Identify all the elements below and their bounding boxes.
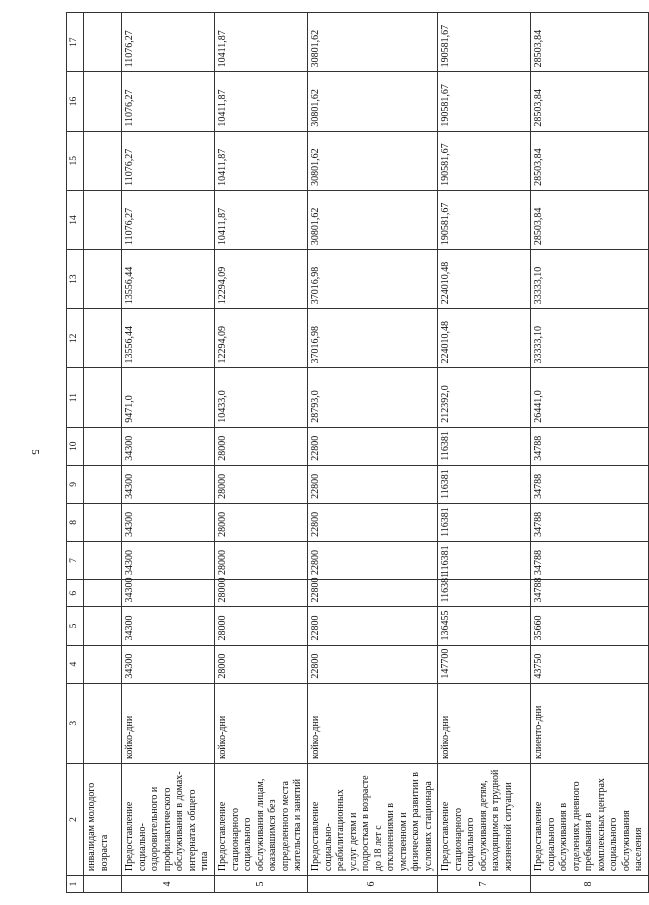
value-cell: 34300 — [122, 607, 215, 645]
value-cell: 11076,27 — [122, 72, 215, 131]
row-number: 5 — [215, 876, 308, 893]
value-cell: 147700 — [438, 645, 531, 683]
unit-cell: койко-дни — [308, 683, 438, 763]
value-cell: 28000 — [215, 579, 308, 607]
value-cell: 34788 — [531, 465, 649, 503]
value-cell: 22800 — [308, 541, 438, 579]
value-cell: 22800 — [308, 465, 438, 503]
value-cell: 30801,62 — [308, 72, 438, 131]
value-cell: 10411,87 — [215, 13, 308, 72]
table-row — [531, 13, 649, 893]
value-cell: 43750 — [531, 645, 649, 683]
value-cell: 28503,84 — [531, 72, 649, 131]
value-cell: 116381 — [438, 503, 531, 541]
value-cell — [84, 131, 122, 190]
column-header: 1 — [67, 876, 84, 893]
value-cell — [84, 645, 122, 683]
table-row — [84, 13, 122, 893]
value-cell: 22800 — [308, 607, 438, 645]
column-number-row — [67, 13, 84, 893]
value-cell — [84, 250, 122, 309]
service-name: Предоставление стационарного социального обслуживания детям, находящимся в трудной жизненной ситуации — [438, 763, 531, 875]
column-header: 10 — [67, 427, 84, 465]
value-cell: 116381 — [438, 427, 531, 465]
value-cell: 28000 — [215, 645, 308, 683]
value-cell: 116381 — [438, 579, 531, 607]
column-header: 5 — [67, 607, 84, 645]
value-cell: 28000 — [215, 465, 308, 503]
value-cell: 11076,27 — [122, 190, 215, 249]
value-cell: 33333,10 — [531, 250, 649, 309]
unit-cell: койко-дни — [215, 683, 308, 763]
unit-cell: койко-дни — [122, 683, 215, 763]
value-cell: 224010,48 — [438, 309, 531, 368]
value-cell: 190581,67 — [438, 190, 531, 249]
value-cell: 10433,0 — [215, 368, 308, 427]
value-cell: 22800 — [308, 579, 438, 607]
value-cell: 13556,44 — [122, 309, 215, 368]
column-header: 17 — [67, 13, 84, 72]
value-cell: 34300 — [122, 645, 215, 683]
column-header: 14 — [67, 190, 84, 249]
value-cell: 34300 — [122, 427, 215, 465]
value-cell — [84, 541, 122, 579]
value-cell: 10411,87 — [215, 131, 308, 190]
value-cell: 33333,10 — [531, 309, 649, 368]
value-cell: 22800 — [308, 427, 438, 465]
service-name: Предоставление стационарного социального обслуживания лицам, оказавшимся без определенного места жительства и занятий — [215, 763, 308, 875]
value-cell: 190581,67 — [438, 72, 531, 131]
value-cell: 34788 — [531, 541, 649, 579]
value-cell: 26441,0 — [531, 368, 649, 427]
value-cell — [84, 72, 122, 131]
value-cell: 37016,98 — [308, 250, 438, 309]
value-cell — [84, 13, 122, 72]
value-cell: 34300 — [122, 541, 215, 579]
data-table — [66, 12, 649, 893]
unit-cell: клиенто-дни — [531, 683, 649, 763]
column-header: 12 — [67, 309, 84, 368]
value-cell: 34300 — [122, 465, 215, 503]
value-cell: 28000 — [215, 607, 308, 645]
value-cell: 10411,87 — [215, 190, 308, 249]
value-cell: 12294,09 — [215, 309, 308, 368]
value-cell: 116381 — [438, 541, 531, 579]
value-cell: 30801,62 — [308, 13, 438, 72]
value-cell: 34300 — [122, 579, 215, 607]
value-cell: 224010,48 — [438, 250, 531, 309]
value-cell: 22800 — [308, 503, 438, 541]
value-cell: 13556,44 — [122, 250, 215, 309]
table-row — [438, 13, 531, 893]
value-cell — [84, 427, 122, 465]
value-cell: 28503,84 — [531, 13, 649, 72]
column-header: 13 — [67, 250, 84, 309]
column-header: 7 — [67, 541, 84, 579]
value-cell: 30801,62 — [308, 190, 438, 249]
service-name: Предоставление социально-реабилитационных услуг детям и подросткам в возрасте до 18 лет с отклонениями в умственном и физическом развитии в условиях стационара — [308, 763, 438, 875]
row-number — [84, 876, 122, 893]
page-number: 5 — [29, 449, 41, 455]
value-cell: 28503,84 — [531, 131, 649, 190]
column-header: 16 — [67, 72, 84, 131]
value-cell: 34788 — [531, 503, 649, 541]
value-cell: 12294,09 — [215, 250, 308, 309]
value-cell: 136455 — [438, 607, 531, 645]
row-number: 6 — [308, 876, 438, 893]
value-cell — [84, 465, 122, 503]
value-cell — [84, 368, 122, 427]
value-cell: 28000 — [215, 503, 308, 541]
value-cell — [84, 503, 122, 541]
column-header: 11 — [67, 368, 84, 427]
table-row — [122, 13, 215, 893]
value-cell: 28503,84 — [531, 190, 649, 249]
column-header: 6 — [67, 579, 84, 607]
unit-cell: койко-дни — [438, 683, 531, 763]
column-header: 15 — [67, 131, 84, 190]
table-row — [308, 13, 438, 893]
value-cell: 22800 — [308, 645, 438, 683]
value-cell: 28793,0 — [308, 368, 438, 427]
column-header: 4 — [67, 645, 84, 683]
column-header: 9 — [67, 465, 84, 503]
row-number: 8 — [531, 876, 649, 893]
value-cell: 190581,67 — [438, 131, 531, 190]
value-cell: 11076,27 — [122, 131, 215, 190]
value-cell — [84, 190, 122, 249]
column-header: 3 — [67, 683, 84, 763]
service-name: Предоставление социально-оздоровительного и профилактического обслуживания в домах-интернатах общего типа — [122, 763, 215, 875]
row-number: 7 — [438, 876, 531, 893]
service-name: Предоставление социального обслуживания в отделениях дневного пребывания в комплексных центрах социального обслуживания населения — [531, 763, 649, 875]
value-cell: 35660 — [531, 607, 649, 645]
value-cell: 212392,0 — [438, 368, 531, 427]
value-cell: 9471,0 — [122, 368, 215, 427]
value-cell: 116381 — [438, 465, 531, 503]
table-row — [215, 13, 308, 893]
column-header: 8 — [67, 503, 84, 541]
rotated-table-container — [66, 12, 644, 893]
value-cell — [84, 309, 122, 368]
value-cell — [84, 607, 122, 645]
value-cell: 28000 — [215, 541, 308, 579]
value-cell: 190581,67 — [438, 13, 531, 72]
value-cell: 34788 — [531, 427, 649, 465]
value-cell: 30801,62 — [308, 131, 438, 190]
unit-cell — [84, 683, 122, 763]
value-cell: 28000 — [215, 427, 308, 465]
value-cell: 10411,87 — [215, 72, 308, 131]
value-cell — [84, 579, 122, 607]
column-header: 2 — [67, 763, 84, 875]
value-cell: 37016,98 — [308, 309, 438, 368]
row-number: 4 — [122, 876, 215, 893]
service-name: инвалидам молодого возраста — [84, 763, 122, 875]
value-cell: 11076,27 — [122, 13, 215, 72]
value-cell: 34300 — [122, 503, 215, 541]
value-cell: 34788 — [531, 579, 649, 607]
